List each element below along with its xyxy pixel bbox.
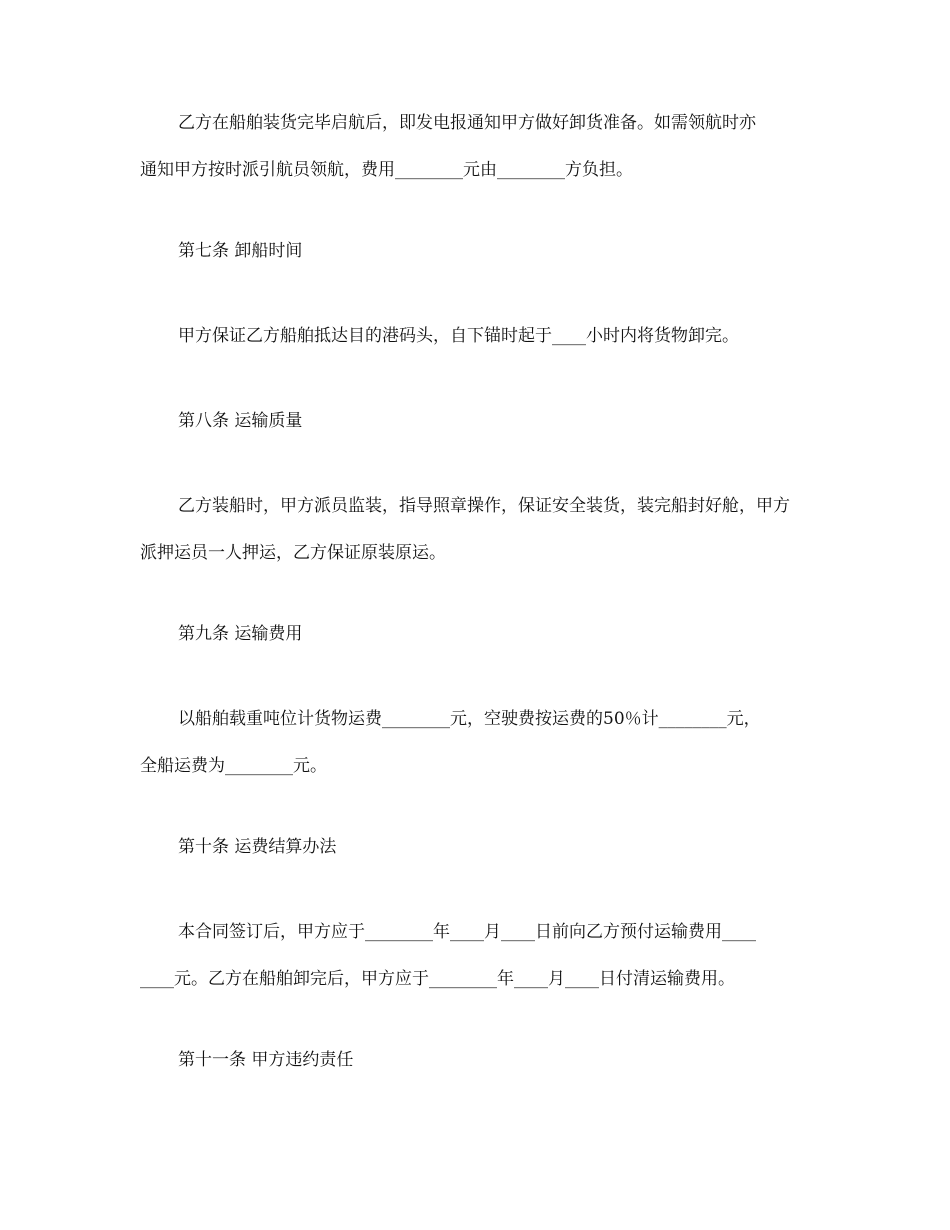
paragraph-transport-fees (140, 696, 816, 790)
heading-article-8: 第八条 运输质量 (178, 411, 303, 431)
text-line: 甲方保证乙方船舶抵达目的港码头，自下锚时起于____小时内将货物卸完。 (178, 326, 739, 346)
text-line: 派押运员一人押运，乙方保证原装原运。 (140, 543, 446, 563)
text-line: 乙方在船舶装货完毕启航后，即发电报通知甲方做好卸货准备。如需领航时亦 (178, 113, 756, 133)
paragraph-transport-quality (140, 483, 816, 577)
text-line: 本合同签订后，甲方应于________年____月____日前向乙方预付运输费用____ (178, 922, 756, 942)
heading-article-7: 第七条 卸船时间 (178, 241, 303, 261)
text-line: 通知甲方按时派引航员领航，费用________元由________方负担。 (140, 160, 633, 180)
text-line: 乙方装船时，甲方派员监装，指导照章操作，保证安全装货，装完船封好舱，甲方 (178, 496, 790, 516)
paragraph-settlement (140, 909, 816, 1003)
heading-article-10: 第十条 运费结算办法 (178, 837, 337, 857)
text-line: 全船运费为________元。 (140, 756, 327, 776)
heading-article-11: 第十一条 甲方违约责任 (178, 1050, 354, 1070)
paragraph-unloading-time (140, 313, 816, 360)
text-line: 以船舶载重吨位计货物运费________元，空驶费按运费的50％计________元， (178, 709, 761, 729)
heading-article-9: 第九条 运输费用 (178, 624, 303, 644)
paragraph-notify-unloading (140, 100, 816, 194)
text-line: ____元。乙方在船舶卸完后，甲方应于________年____月____日付清运输费用。 (140, 969, 735, 989)
